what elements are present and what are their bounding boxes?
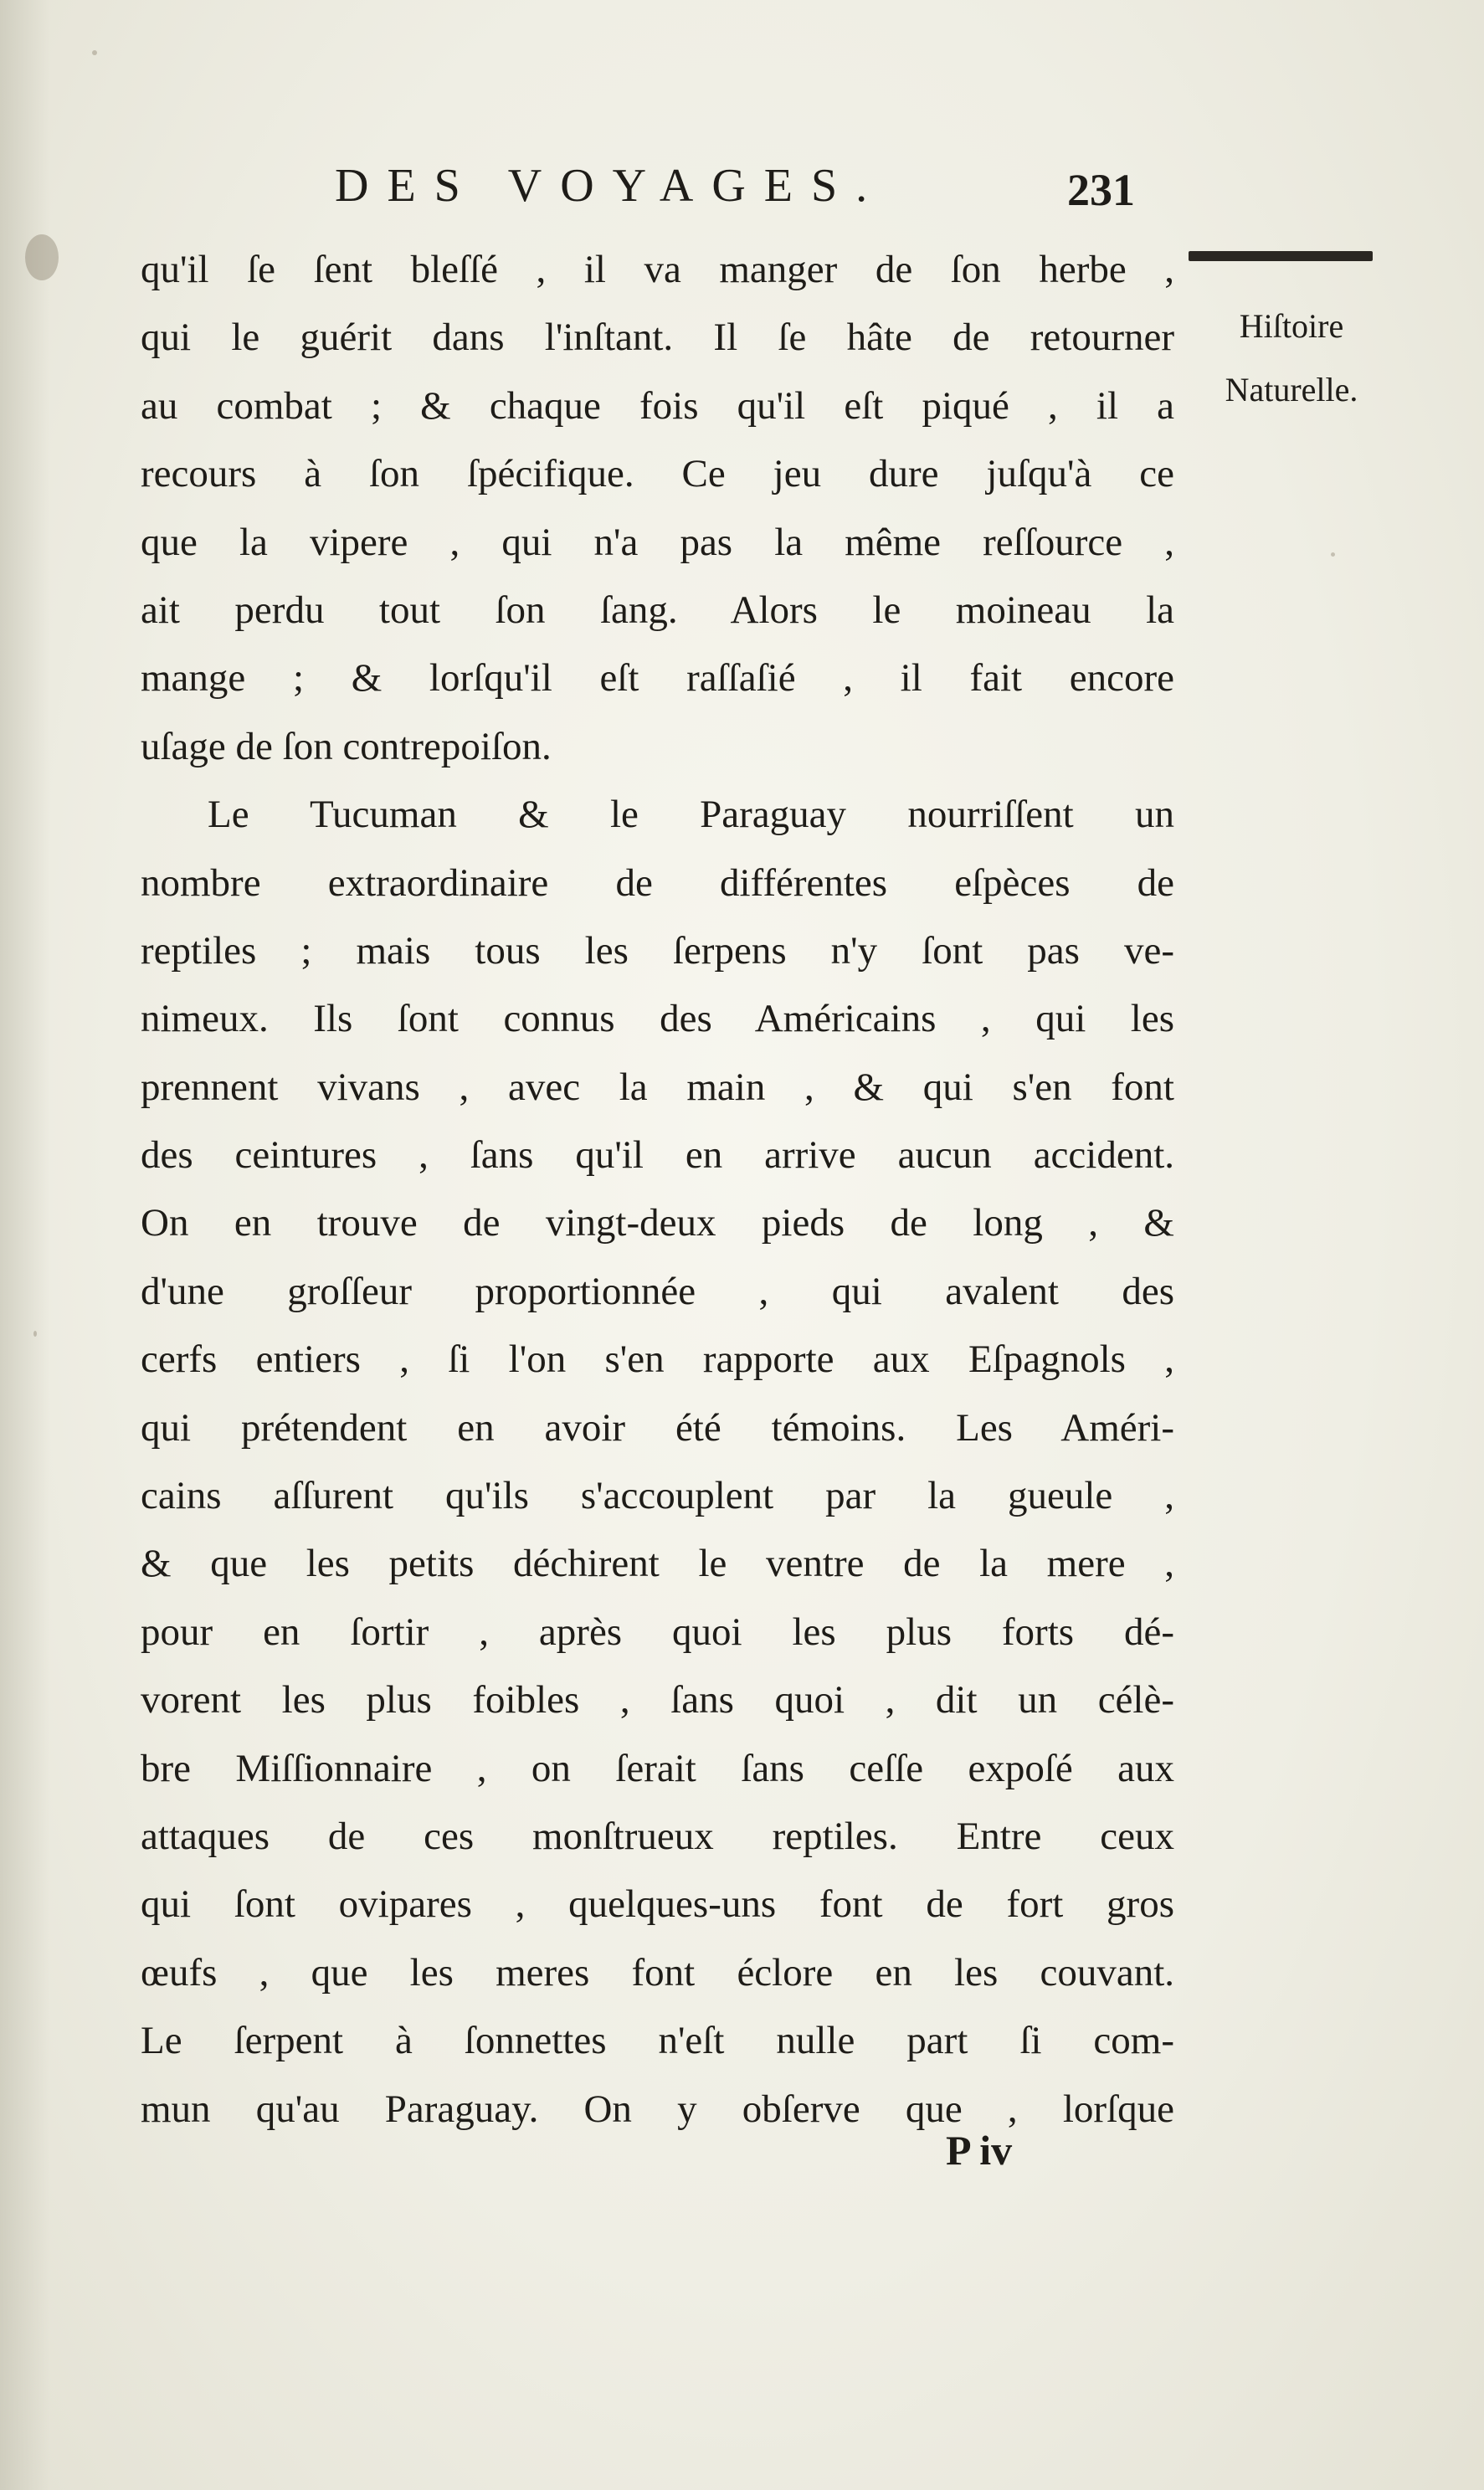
text-line: des ceintures , ſans qu'il en arrive aucun accident. bbox=[141, 1133, 1174, 1178]
text-line: prennent vivans , avec la main , & qui s'en font bbox=[141, 1065, 1174, 1109]
text-line: mange ; & lorſqu'il eſt raſſaſié , il fait encore bbox=[141, 656, 1174, 701]
text-line: nimeux. Ils ſont connus des Américains , qui les bbox=[141, 997, 1174, 1041]
text-line: recours à ſon ſpécifique. Ce jeu dure juſqu'à ce bbox=[141, 452, 1174, 496]
text-line: vorent les plus foibles , ſans quoi , dit un célè- bbox=[141, 1678, 1174, 1722]
text-line: œufs , que les meres font éclore en les couvant. bbox=[141, 1950, 1174, 1995]
margin-rule bbox=[1189, 251, 1373, 261]
margin-note-line: Hiſtoire bbox=[1239, 307, 1344, 345]
text-line: pour en ſortir , après quoi les plus forts dé- bbox=[141, 1610, 1174, 1654]
text-line: qui le guérit dans l'inſtant. Il ſe hâte de retourner bbox=[141, 316, 1174, 360]
text-line: qu'il ſe ſent bleſſé , il va manger de ſon herbe , bbox=[141, 248, 1174, 291]
signature-mark: P iv bbox=[946, 2127, 1013, 2174]
margin-note bbox=[1187, 295, 1396, 422]
text-line: que la vipere , qui n'a pas la même reſſource , bbox=[141, 520, 1174, 564]
text-line: reptiles ; mais tous les ſerpens n'y ſont pas ve- bbox=[141, 928, 1174, 973]
paper-speck bbox=[33, 1331, 37, 1337]
paper-speck bbox=[25, 234, 59, 280]
text-line: Le ſerpent à ſonnettes n'eſt nulle part ſi com- bbox=[141, 2019, 1174, 2063]
text-line: attaques de ces monſtrueux reptiles. Entre ceux bbox=[141, 1814, 1174, 1858]
text-line: qui ſont ovipares , quelques-uns font de fort gros bbox=[141, 1882, 1174, 1927]
text-line: uſage de ſon contrepoiſon. bbox=[141, 724, 552, 768]
text-line: Le Tucuman & le Paraguay nourriſſent un bbox=[208, 793, 1174, 837]
paper-speck bbox=[1331, 552, 1335, 557]
paper-speck bbox=[92, 50, 97, 55]
page-number: 231 bbox=[1067, 165, 1135, 215]
text-line: bre Miſſionnaire , on ſerait ſans ceſſe expoſé aux bbox=[141, 1746, 1174, 1790]
body-text bbox=[141, 236, 1174, 2143]
text-line: qui prétendent en avoir été témoins. Les Améri- bbox=[141, 1405, 1174, 1450]
margin-note-line: Naturelle. bbox=[1225, 371, 1358, 408]
text-line: nombre extraordinaire de différentes eſpèces de bbox=[141, 860, 1174, 905]
text-line: cerfs entiers , ſi l'on s'en rapporte aux Eſpagnols , bbox=[141, 1337, 1174, 1382]
text-line: au combat ; & chaque fois qu'il eſt piqué , il a bbox=[141, 383, 1174, 428]
running-title: DES VOYAGES. bbox=[335, 160, 886, 212]
text-line: cains aſſurent qu'ils s'accouplent par la gueule , bbox=[141, 1474, 1174, 1518]
text-line: d'une groſſeur proportionnée , qui avalent des bbox=[141, 1269, 1174, 1313]
text-line: & que les petits déchirent le ventre de la mere , bbox=[141, 1542, 1174, 1586]
text-line: ait perdu tout ſon ſang. Alors le moineau la bbox=[141, 588, 1174, 632]
text-line: mun qu'au Paraguay. On y obſerve que , lorſque bbox=[141, 2087, 1174, 2131]
gutter-shadow bbox=[0, 0, 50, 2490]
text-line: On en trouve de vingt-deux pieds de long , & bbox=[141, 1201, 1174, 1245]
